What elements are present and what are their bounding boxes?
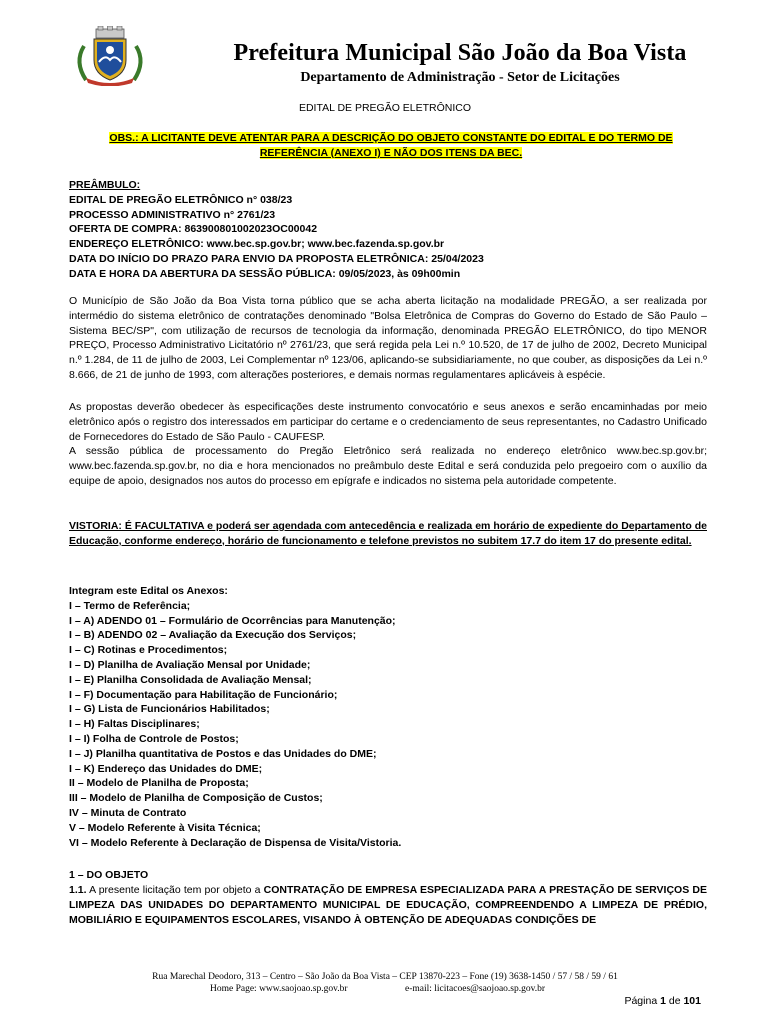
- paragraph-sessao: A sessão pública de processamento do Pregão Eletrônico será realizada no endereço eletrônico www.bec.sp.gov.br; www.bec.fazenda.sp.gov.br, no dia e hora mencionados no preâmbulo deste Edital e será conduzida pelo pregoeiro com o auxílio da equipe de apoio, designados nos autos do processo em epígrafe e indicados no sistema pela autoridade competente.: [69, 445, 707, 487]
- page-of: de: [668, 995, 681, 1007]
- anexo-item: I – B) ADENDO 02 – Avaliação da Execução dos Serviços;: [69, 629, 357, 642]
- anexo-item: VI – Modelo Referente à Declaração de Dispensa de Visita/Vistoria.: [69, 836, 402, 849]
- paragraph-intro: O Município de São João da Boa Vista torna público que se acha aberta licitação na modalidade PREGÃO, a ser realizada por intermédio do sistema eletrônico de contratações denominado "Bolsa Eletrônica de Compras do Governo do Estado de São Paulo – Sistema BEC/SP", com utilização de recursos de tecnologia da informação, denominada PREGÃO ELETRÔNICO, do tipo MENOR PREÇO, Processo Administrativo Licitatório nº 2761/23, que será regida pela Lei n.º 10.520, de 17 de julho de 2002, Decreto Municipal n.º 1.284, de 11 de julho de 2003, Lei Complementar nº 123/06, aplicando-se subsidiariamente, no que couber, as disposições da Lei n.º 8.666, de 21 de junho de 1993, com alterações posteriores, e demais normas regulamentares aplicáveis à espécie.: [69, 295, 707, 381]
- page-title: Prefeitura Municipal São João da Boa Vista: [233, 40, 687, 66]
- page-current: 1: [660, 995, 666, 1007]
- preambulo-line: ENDEREÇO ELETRÔNICO: www.bec.sp.gov.br; www.bec.fazenda.sp.gov.br: [69, 238, 445, 251]
- objeto-lead: A presente licitação tem por objeto a: [89, 884, 261, 896]
- anexo-item: IV – Minuta de Contrato: [69, 806, 187, 819]
- anexo-item: I – K) Endereço das Unidades do DME;: [69, 762, 263, 775]
- coat-of-arms-logo: [70, 26, 150, 86]
- anexo-item: I – H) Faltas Disciplinares;: [69, 718, 200, 731]
- preambulo-line: DATA DO INÍCIO DO PRAZO PARA ENVIO DA PROPOSTA ELETRÔNICA: 25/04/2023: [69, 252, 484, 265]
- vistoria-paragraph: VISTORIA: É FACULTATIVA e poderá ser agendada com antecedência e realizada em horário de expediente do Departamento de Educação, conforme endereço, horário de funcionamento e telefone previstos no subitem 17.7 do item 17 do presente edital.: [69, 520, 707, 547]
- anexo-item: I – G) Lista de Funcionários Habilitados;: [69, 703, 270, 716]
- footer-address: Rua Marechal Deodoro, 313 – Centro – São João da Boa Vista – CEP 13870-223 – Fone (19) 3638-1450 / 57 / 58 / 59 / 61: [152, 972, 618, 982]
- anexo-item: III – Modelo de Planilha de Composição de Custos;: [69, 792, 323, 805]
- page-number: [624, 995, 701, 1007]
- obs-notice: [86, 131, 696, 161]
- objeto-number: 1.1.: [69, 884, 87, 896]
- anexo-item: I – A) ADENDO 01 – Formulário de Ocorrências para Manutenção;: [69, 614, 396, 627]
- department-subtitle: Departamento de Administração - Setor de Licitações: [300, 70, 620, 85]
- objeto-description: CONTRATAÇÃO DE EMPRESA ESPECIALIZADA PARA A PRESTAÇÃO DE SERVIÇOS DE LIMPEZA DAS UNIDADES DO DEPARTAMENTO MUNICIPAL DE EDUCAÇÃO, COMPREENDENDO A LIMPEZA DE PRÉDIO, MOBILIÁRIO E EQUIPAMENTOS ESCOLARES, VISANDO À OBTENÇÃO DE ADEQUADAS CONDIÇÕES DE: [69, 884, 707, 926]
- objeto-heading: 1 – DO OBJETO: [69, 869, 149, 881]
- anexo-item: I – Termo de Referência;: [69, 599, 191, 612]
- footer-email: e-mail: licitacoes@saojoao.sp.gov.br: [405, 984, 546, 994]
- anexos-intro: Integram este Edital os Anexos:: [69, 585, 228, 597]
- anexo-item: II – Modelo de Planilha de Proposta;: [69, 777, 249, 790]
- anexo-item: V – Modelo Referente à Visita Técnica;: [69, 821, 261, 834]
- anexo-item: I – E) Planilha Consolidada de Avaliação Mensal;: [69, 673, 312, 686]
- footer-homepage: Home Page: www.saojoao.sp.gov.br: [210, 984, 348, 994]
- anexo-item: I – F) Documentação para Habilitação de Funcionário;: [69, 688, 338, 701]
- anexo-item: I – D) Planilha de Avaliação Mensal por Unidade;: [69, 658, 311, 671]
- anexo-item: I – J) Planilha quantitativa de Postos e das Unidades do DME;: [69, 747, 377, 760]
- preambulo-line: EDITAL DE PREGÃO ELETRÔNICO n° 038/23: [69, 193, 293, 206]
- anexo-item: I – C) Rotinas e Procedimentos;: [69, 644, 228, 657]
- anexos-list: [69, 584, 707, 850]
- preambulo-line: OFERTA DE COMPRA: 863900801002023OC00042: [69, 223, 318, 236]
- edital-heading: EDITAL DE PREGÃO ELETRÔNICO: [298, 102, 472, 114]
- preambulo-block: [69, 178, 707, 282]
- page-total: 101: [683, 995, 701, 1007]
- objeto-paragraph: [69, 883, 707, 927]
- obs-line-2: REFERÊNCIA (ANEXO I) E NÃO DOS ITENS DA BEC.: [259, 147, 523, 159]
- preambulo-heading: PREÂMBULO:: [69, 179, 141, 191]
- page-label: Página: [624, 995, 658, 1007]
- preambulo-line: PROCESSO ADMINISTRATIVO n° 2761/23: [69, 208, 276, 221]
- preambulo-line: DATA E HORA DA ABERTURA DA SESSÃO PÚBLICA: 09/05/2023, às 09h00min: [69, 267, 461, 280]
- anexo-item: I – I) Folha de Controle de Postos;: [69, 732, 239, 745]
- obs-line-1: OBS.: A LICITANTE DEVE ATENTAR PARA A DESCRIÇÃO DO OBJETO CONSTANTE DO EDITAL E DO TERMO DE: [109, 132, 673, 144]
- paragraph-propostas: As propostas deverão obedecer às especificações deste instrumento convocatório e seus anexos e serão encaminhadas por meio eletrônico após o registro dos interessados em participar do certame e o credenciamento de seus representantes, no Cadastro Unificado de Fornecedores do Estado de São Paulo - CAUFESP.: [69, 401, 707, 443]
